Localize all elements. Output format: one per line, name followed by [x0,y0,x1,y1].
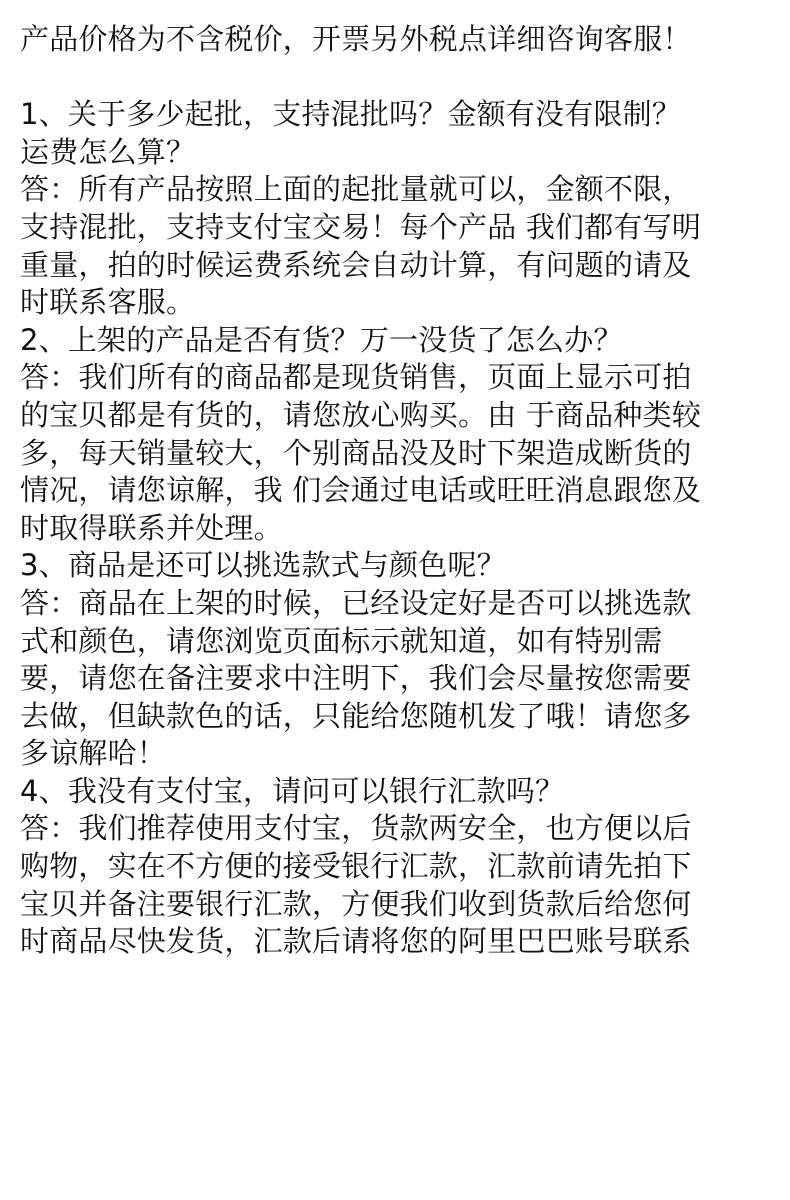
answer-2-line-1: 答：我们所有的商品都是现货销售，页面上显示可拍 [20,360,692,395]
question-2-line-1: 2、上架的产品是否有货？万一没货了怎么办？ [20,322,623,357]
question-1-line-1: 1、关于多少起批，支持混批吗？金额有没有限制？ [20,97,682,132]
notice-line: 产品价格为不含税价，开票另外税点详细咨询客服！ [20,22,692,56]
answer-3-line-2: 式和颜色，请您浏览页面标示就知道，如有特别需 [20,623,663,658]
answer-1-line-4: 时联系客服。 [20,285,196,320]
answer-3-line-5: 多谅解哈！ [20,736,167,771]
answer-2-line-3: 多，每天销量较大，个别商品没及时下架造成断货的 [20,435,692,470]
answer-4-line-1: 答：我们推荐使用支付宝，货款两安全，也方便以后 [20,811,692,846]
question-1-line-2: 运费怎么算？ [20,134,196,169]
answer-2-line-2: 的宝贝都是有货的，请您放心购买。由 于商品种类较 [20,397,702,432]
answer-4-line-4: 时商品尽快发货，汇款后请将您的阿里巴巴账号联系 [20,924,692,959]
faq-text-block [20,21,772,961]
question-3-line-1: 3、商品是还可以挑选款式与颜色呢？ [20,548,506,583]
blank-line [20,59,772,97]
answer-3-line-1: 答：商品在上架的时候，已经设定好是否可以挑选款 [20,585,692,620]
answer-4-line-3: 宝贝并备注要银行汇款，方便我们收到货款后给您何 [20,886,692,921]
answer-1-line-1: 答：所有产品按照上面的起批量就可以，金额不限， [20,172,692,207]
answer-4-line-2: 购物，实在不方便的接受银行汇款，汇款前请先拍下 [20,849,692,884]
answer-3-line-3: 要，请您在备注要求中注明下，我们会尽量按您需要 [20,661,692,696]
answer-2-line-5: 时取得联系并处理。 [20,510,283,545]
question-4-line-1: 4、我没有支付宝，请问可以银行汇款吗？ [20,773,565,808]
answer-1-line-2: 支持混批，支持支付宝交易！每个产品 我们都有写明 [20,209,702,244]
answer-3-line-4: 去做，但缺款色的话，只能给您随机发了哦！请您多 [20,698,692,733]
answer-2-line-4: 情况，请您谅解，我 们会通过电话或旺旺消息跟您及 [20,473,702,508]
answer-1-line-3: 重量，拍的时候运费系统会自动计算，有问题的请及 [20,247,692,282]
